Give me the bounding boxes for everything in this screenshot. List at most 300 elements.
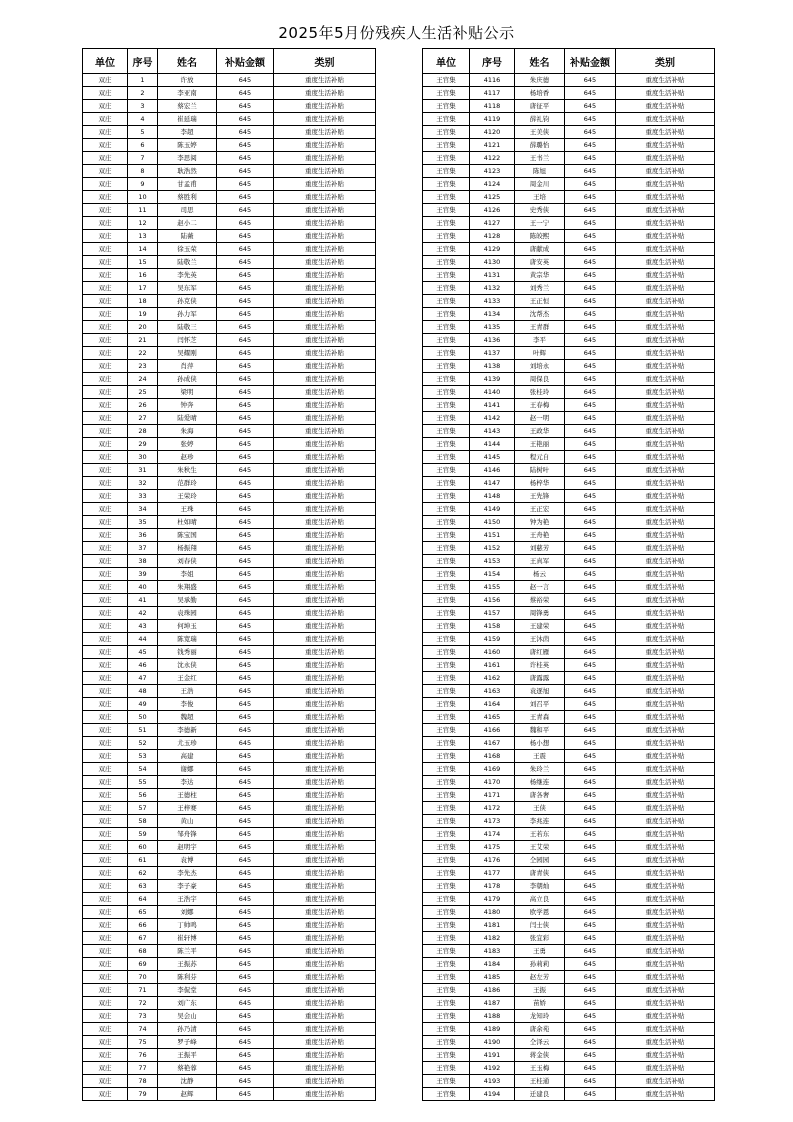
cell-amount: 645 <box>565 711 616 724</box>
cell-amount: 645 <box>217 659 274 672</box>
cell-unit: 双庄 <box>83 399 128 412</box>
cell-category: 重度生活补贴 <box>274 152 376 165</box>
cell-unit: 双庄 <box>83 711 128 724</box>
cell-amount: 645 <box>565 165 616 178</box>
table-row <box>83 815 376 828</box>
cell-unit: 双庄 <box>83 919 128 932</box>
cell-seq: 4127 <box>470 217 515 230</box>
cell-seq: 4125 <box>470 191 515 204</box>
cell-unit: 王官集 <box>423 1062 470 1075</box>
table-row <box>423 230 715 243</box>
cell-seq: 4117 <box>470 87 515 100</box>
cell-seq: 27 <box>128 412 158 425</box>
cell-unit: 双庄 <box>83 659 128 672</box>
table-row <box>423 217 715 230</box>
cell-seq: 4134 <box>470 308 515 321</box>
table-row <box>83 659 376 672</box>
cell-amount: 645 <box>565 516 616 529</box>
table-row <box>423 698 715 711</box>
cell-unit: 双庄 <box>83 516 128 529</box>
cell-unit: 双庄 <box>83 880 128 893</box>
cell-seq: 22 <box>128 347 158 360</box>
cell-seq: 15 <box>128 256 158 269</box>
table-row <box>423 1036 715 1049</box>
cell-category: 重度生活补贴 <box>274 399 376 412</box>
cell-seq: 67 <box>128 932 158 945</box>
cell-category: 重度生活补贴 <box>274 776 376 789</box>
cell-category: 重度生活补贴 <box>274 711 376 724</box>
cell-unit: 王官集 <box>423 113 470 126</box>
cell-unit: 双庄 <box>83 230 128 243</box>
cell-category: 重度生活补贴 <box>616 230 715 243</box>
cell-amount: 645 <box>565 1088 616 1101</box>
cell-name: 徐玉荣 <box>158 243 217 256</box>
cell-category: 重度生活补贴 <box>616 1075 715 1088</box>
cell-unit: 王官集 <box>423 243 470 256</box>
cell-name: 王艾荣 <box>515 841 565 854</box>
cell-amount: 645 <box>565 451 616 464</box>
table-row <box>83 373 376 386</box>
cell-unit: 王官集 <box>423 932 470 945</box>
cell-unit: 双庄 <box>83 217 128 230</box>
table-row <box>83 958 376 971</box>
cell-name: 朱海 <box>158 425 217 438</box>
cell-category: 重度生活补贴 <box>274 659 376 672</box>
cell-amount: 645 <box>217 529 274 542</box>
cell-name: 闫怀芝 <box>158 334 217 347</box>
cell-unit: 王官集 <box>423 971 470 984</box>
table-row <box>83 74 376 87</box>
table-row <box>423 464 715 477</box>
table-row <box>83 243 376 256</box>
cell-unit: 王官集 <box>423 100 470 113</box>
cell-amount: 645 <box>217 542 274 555</box>
table-row <box>423 282 715 295</box>
cell-category: 重度生活补贴 <box>616 308 715 321</box>
cell-category: 重度生活补贴 <box>616 490 715 503</box>
cell-name: 陆爱晴 <box>158 412 217 425</box>
cell-seq: 4167 <box>470 737 515 750</box>
cell-category: 重度生活补贴 <box>616 828 715 841</box>
cell-seq: 4179 <box>470 893 515 906</box>
table-row <box>83 542 376 555</box>
header-amount: 补贴金额 <box>565 49 616 74</box>
cell-seq: 33 <box>128 490 158 503</box>
cell-category: 重度生活补贴 <box>274 477 376 490</box>
cell-seq: 4153 <box>470 555 515 568</box>
cell-amount: 645 <box>217 958 274 971</box>
cell-amount: 645 <box>217 594 274 607</box>
cell-name: 沈永侠 <box>158 659 217 672</box>
cell-category: 重度生活补贴 <box>616 984 715 997</box>
table-row <box>423 256 715 269</box>
cell-amount: 645 <box>217 243 274 256</box>
cell-amount: 645 <box>217 854 274 867</box>
cell-unit: 双庄 <box>83 126 128 139</box>
cell-seq: 4137 <box>470 347 515 360</box>
table-header-row <box>83 49 376 74</box>
cell-category: 重度生活补贴 <box>274 893 376 906</box>
cell-amount: 645 <box>217 620 274 633</box>
cell-seq: 4184 <box>470 958 515 971</box>
cell-seq: 4180 <box>470 906 515 919</box>
cell-name: 刘召平 <box>515 698 565 711</box>
table-row <box>83 685 376 698</box>
table-body-right <box>423 74 715 1101</box>
cell-amount: 645 <box>217 568 274 581</box>
cell-seq: 9 <box>128 178 158 191</box>
cell-unit: 王官集 <box>423 477 470 490</box>
cell-name: 钟奔 <box>158 399 217 412</box>
cell-name: 张婷 <box>158 438 217 451</box>
cell-unit: 王官集 <box>423 542 470 555</box>
table-row <box>83 711 376 724</box>
cell-unit: 王官集 <box>423 880 470 893</box>
cell-name: 唐各奢 <box>515 789 565 802</box>
cell-unit: 王官集 <box>423 87 470 100</box>
table-row <box>83 282 376 295</box>
cell-amount: 645 <box>565 789 616 802</box>
cell-unit: 双庄 <box>83 1088 128 1101</box>
cell-amount: 645 <box>217 893 274 906</box>
header-category: 类别 <box>616 49 715 74</box>
cell-amount: 645 <box>217 607 274 620</box>
cell-category: 重度生活补贴 <box>616 425 715 438</box>
cell-amount: 645 <box>565 815 616 828</box>
cell-seq: 19 <box>128 308 158 321</box>
cell-category: 重度生活补贴 <box>616 542 715 555</box>
cell-amount: 645 <box>217 828 274 841</box>
cell-name: 王荣玲 <box>158 490 217 503</box>
cell-unit: 双庄 <box>83 1062 128 1075</box>
cell-seq: 4118 <box>470 100 515 113</box>
header-unit: 单位 <box>83 49 128 74</box>
cell-name: 丁帅鸣 <box>158 919 217 932</box>
cell-amount: 645 <box>217 711 274 724</box>
cell-seq: 4129 <box>470 243 515 256</box>
table-row <box>423 412 715 425</box>
cell-name: 杨梓华 <box>515 477 565 490</box>
table-row <box>83 1036 376 1049</box>
cell-name: 赵一言 <box>515 581 565 594</box>
cell-name: 王政华 <box>515 425 565 438</box>
cell-unit: 双庄 <box>83 360 128 373</box>
cell-name: 王艳丽 <box>515 438 565 451</box>
table-row <box>83 425 376 438</box>
cell-category: 重度生活补贴 <box>274 490 376 503</box>
cell-category: 重度生活补贴 <box>616 1036 715 1049</box>
cell-seq: 4182 <box>470 932 515 945</box>
cell-unit: 双庄 <box>83 958 128 971</box>
cell-seq: 4126 <box>470 204 515 217</box>
table-row <box>83 490 376 503</box>
table-row <box>83 529 376 542</box>
cell-name: 仝泽云 <box>515 1036 565 1049</box>
cell-unit: 双庄 <box>83 321 128 334</box>
cell-category: 重度生活补贴 <box>616 516 715 529</box>
subsidy-table-left <box>82 48 376 1101</box>
cell-amount: 645 <box>217 1062 274 1075</box>
header-category: 类别 <box>274 49 376 74</box>
table-header-row <box>423 49 715 74</box>
cell-unit: 双庄 <box>83 568 128 581</box>
cell-amount: 645 <box>565 87 616 100</box>
table-row <box>83 646 376 659</box>
cell-name: 吴承勤 <box>158 594 217 607</box>
cell-seq: 47 <box>128 672 158 685</box>
cell-category: 重度生活补贴 <box>274 308 376 321</box>
cell-amount: 645 <box>217 191 274 204</box>
cell-unit: 王官集 <box>423 854 470 867</box>
cell-unit: 王官集 <box>423 503 470 516</box>
cell-category: 重度生活补贴 <box>616 1023 715 1036</box>
cell-name: 王沐茵 <box>515 633 565 646</box>
cell-name: 尤玉珍 <box>158 737 217 750</box>
cell-name: 王玉梅 <box>515 1062 565 1075</box>
cell-amount: 645 <box>565 399 616 412</box>
cell-unit: 双庄 <box>83 334 128 347</box>
table-row <box>423 477 715 490</box>
cell-name: 袁珠园 <box>158 607 217 620</box>
cell-name: 李先杰 <box>158 867 217 880</box>
table-row <box>423 269 715 282</box>
cell-unit: 王官集 <box>423 919 470 932</box>
cell-category: 重度生活补贴 <box>616 867 715 880</box>
cell-unit: 王官集 <box>423 620 470 633</box>
cell-unit: 王官集 <box>423 360 470 373</box>
cell-unit: 双庄 <box>83 1036 128 1049</box>
cell-amount: 645 <box>565 464 616 477</box>
table-row <box>423 451 715 464</box>
cell-seq: 4121 <box>470 139 515 152</box>
cell-name: 李姐 <box>158 568 217 581</box>
cell-unit: 王官集 <box>423 295 470 308</box>
cell-name: 陈宽瑞 <box>158 633 217 646</box>
cell-name: 邹舟锋 <box>158 828 217 841</box>
cell-seq: 63 <box>128 880 158 893</box>
cell-amount: 645 <box>565 282 616 295</box>
cell-amount: 645 <box>217 152 274 165</box>
table-row <box>83 867 376 880</box>
cell-seq: 64 <box>128 893 158 906</box>
cell-seq: 41 <box>128 594 158 607</box>
cell-unit: 王官集 <box>423 607 470 620</box>
cell-category: 重度生活补贴 <box>616 789 715 802</box>
cell-name: 吴耀刚 <box>158 347 217 360</box>
cell-name: 魏和平 <box>515 724 565 737</box>
cell-name: 王书兰 <box>515 152 565 165</box>
cell-category: 重度生活补贴 <box>274 282 376 295</box>
table-row <box>423 1075 715 1088</box>
cell-amount: 645 <box>217 984 274 997</box>
table-row <box>423 1088 715 1101</box>
cell-name: 蔡裕荣 <box>515 594 565 607</box>
cell-category: 重度生活补贴 <box>616 1049 715 1062</box>
table-row <box>423 815 715 828</box>
cell-seq: 7 <box>128 152 158 165</box>
cell-unit: 王官集 <box>423 412 470 425</box>
table-row <box>423 555 715 568</box>
cell-category: 重度生活补贴 <box>274 178 376 191</box>
cell-unit: 双庄 <box>83 347 128 360</box>
cell-name: 钟为艳 <box>515 516 565 529</box>
cell-name: 李兆连 <box>515 815 565 828</box>
cell-seq: 4162 <box>470 672 515 685</box>
cell-category: 重度生活补贴 <box>274 568 376 581</box>
cell-seq: 10 <box>128 191 158 204</box>
cell-category: 重度生活补贴 <box>274 958 376 971</box>
cell-category: 重度生活补贴 <box>274 204 376 217</box>
cell-seq: 4154 <box>470 568 515 581</box>
cell-name: 杜如晴 <box>158 516 217 529</box>
table-row <box>83 178 376 191</box>
cell-unit: 双庄 <box>83 984 128 997</box>
cell-name: 钱秀丽 <box>158 646 217 659</box>
cell-seq: 35 <box>128 516 158 529</box>
cell-category: 重度生活补贴 <box>274 542 376 555</box>
cell-category: 重度生活补贴 <box>616 620 715 633</box>
cell-name: 陈玉婷 <box>158 139 217 152</box>
cell-amount: 645 <box>217 165 274 178</box>
cell-unit: 双庄 <box>83 490 128 503</box>
cell-unit: 王官集 <box>423 984 470 997</box>
cell-amount: 645 <box>217 334 274 347</box>
cell-name: 朱庆德 <box>515 74 565 87</box>
cell-seq: 53 <box>128 750 158 763</box>
cell-category: 重度生活补贴 <box>616 932 715 945</box>
cell-seq: 4189 <box>470 1023 515 1036</box>
cell-name: 魏超 <box>158 711 217 724</box>
cell-amount: 645 <box>217 997 274 1010</box>
cell-category: 重度生活补贴 <box>616 269 715 282</box>
header-name: 姓名 <box>515 49 565 74</box>
cell-unit: 王官集 <box>423 672 470 685</box>
cell-category: 重度生活补贴 <box>616 906 715 919</box>
table-row <box>423 152 715 165</box>
cell-category: 重度生活补贴 <box>616 880 715 893</box>
cell-category: 重度生活补贴 <box>616 893 715 906</box>
cell-name: 王正宏 <box>515 503 565 516</box>
cell-amount: 645 <box>565 867 616 880</box>
cell-unit: 双庄 <box>83 373 128 386</box>
table-row <box>83 607 376 620</box>
table-row <box>83 217 376 230</box>
cell-seq: 4178 <box>470 880 515 893</box>
cell-seq: 4147 <box>470 477 515 490</box>
cell-unit: 双庄 <box>83 113 128 126</box>
cell-category: 重度生活补贴 <box>274 373 376 386</box>
cell-unit: 双庄 <box>83 464 128 477</box>
cell-amount: 645 <box>565 737 616 750</box>
cell-name: 史秀侠 <box>515 204 565 217</box>
cell-amount: 645 <box>565 269 616 282</box>
cell-amount: 645 <box>565 412 616 425</box>
cell-name: 王侠 <box>515 802 565 815</box>
table-row <box>83 906 376 919</box>
cell-amount: 645 <box>217 256 274 269</box>
cell-name: 唐献成 <box>515 243 565 256</box>
cell-amount: 645 <box>565 139 616 152</box>
cell-seq: 16 <box>128 269 158 282</box>
cell-amount: 645 <box>565 1036 616 1049</box>
cell-amount: 645 <box>217 581 274 594</box>
cell-unit: 双庄 <box>83 256 128 269</box>
cell-unit: 王官集 <box>423 1010 470 1023</box>
cell-category: 重度生活补贴 <box>274 1036 376 1049</box>
cell-unit: 双庄 <box>83 854 128 867</box>
cell-amount: 645 <box>565 984 616 997</box>
cell-seq: 59 <box>128 828 158 841</box>
cell-seq: 4175 <box>470 841 515 854</box>
cell-name: 李超 <box>158 126 217 139</box>
cell-name: 张桂玲 <box>515 386 565 399</box>
subsidy-table-right <box>422 48 715 1101</box>
cell-name: 叶辉 <box>515 347 565 360</box>
cell-seq: 78 <box>128 1075 158 1088</box>
cell-amount: 645 <box>565 997 616 1010</box>
cell-unit: 王官集 <box>423 646 470 659</box>
cell-unit: 双庄 <box>83 308 128 321</box>
cell-seq: 60 <box>128 841 158 854</box>
cell-category: 重度生活补贴 <box>616 191 715 204</box>
cell-seq: 4142 <box>470 412 515 425</box>
cell-unit: 双庄 <box>83 204 128 217</box>
table-row <box>423 659 715 672</box>
cell-amount: 645 <box>565 204 616 217</box>
table-row <box>423 165 715 178</box>
table-row <box>83 347 376 360</box>
cell-name: 苗娇 <box>515 997 565 1010</box>
cell-seq: 54 <box>128 763 158 776</box>
cell-name: 陈兰平 <box>158 945 217 958</box>
cell-name: 陆薇 <box>158 230 217 243</box>
table-row <box>423 906 715 919</box>
cell-unit: 双庄 <box>83 737 128 750</box>
cell-name: 高立良 <box>515 893 565 906</box>
cell-name: 周锋勇 <box>515 607 565 620</box>
table-row <box>423 737 715 750</box>
cell-name: 朱秋生 <box>158 464 217 477</box>
cell-category: 重度生活补贴 <box>616 178 715 191</box>
header-seq: 序号 <box>470 49 515 74</box>
cell-unit: 双庄 <box>83 100 128 113</box>
cell-name: 张宜彩 <box>515 932 565 945</box>
cell-name: 蔡胜利 <box>158 191 217 204</box>
cell-unit: 双庄 <box>83 282 128 295</box>
cell-category: 重度生活补贴 <box>616 1088 715 1101</box>
cell-unit: 双庄 <box>83 1075 128 1088</box>
table-row <box>83 919 376 932</box>
cell-category: 重度生活补贴 <box>274 828 376 841</box>
cell-seq: 4191 <box>470 1049 515 1062</box>
cell-name: 朱玲兰 <box>515 763 565 776</box>
cell-seq: 4168 <box>470 750 515 763</box>
cell-category: 重度生活补贴 <box>274 672 376 685</box>
table-row <box>423 191 715 204</box>
table-row <box>83 1023 376 1036</box>
cell-unit: 王官集 <box>423 334 470 347</box>
cell-category: 重度生活补贴 <box>616 568 715 581</box>
cell-category: 重度生活补贴 <box>274 945 376 958</box>
cell-unit: 王官集 <box>423 698 470 711</box>
cell-seq: 61 <box>128 854 158 867</box>
cell-seq: 51 <box>128 724 158 737</box>
cell-category: 重度生活补贴 <box>616 581 715 594</box>
cell-name: 唐安英 <box>515 256 565 269</box>
table-row <box>423 1023 715 1036</box>
cell-name: 王金红 <box>158 672 217 685</box>
cell-amount: 645 <box>217 438 274 451</box>
